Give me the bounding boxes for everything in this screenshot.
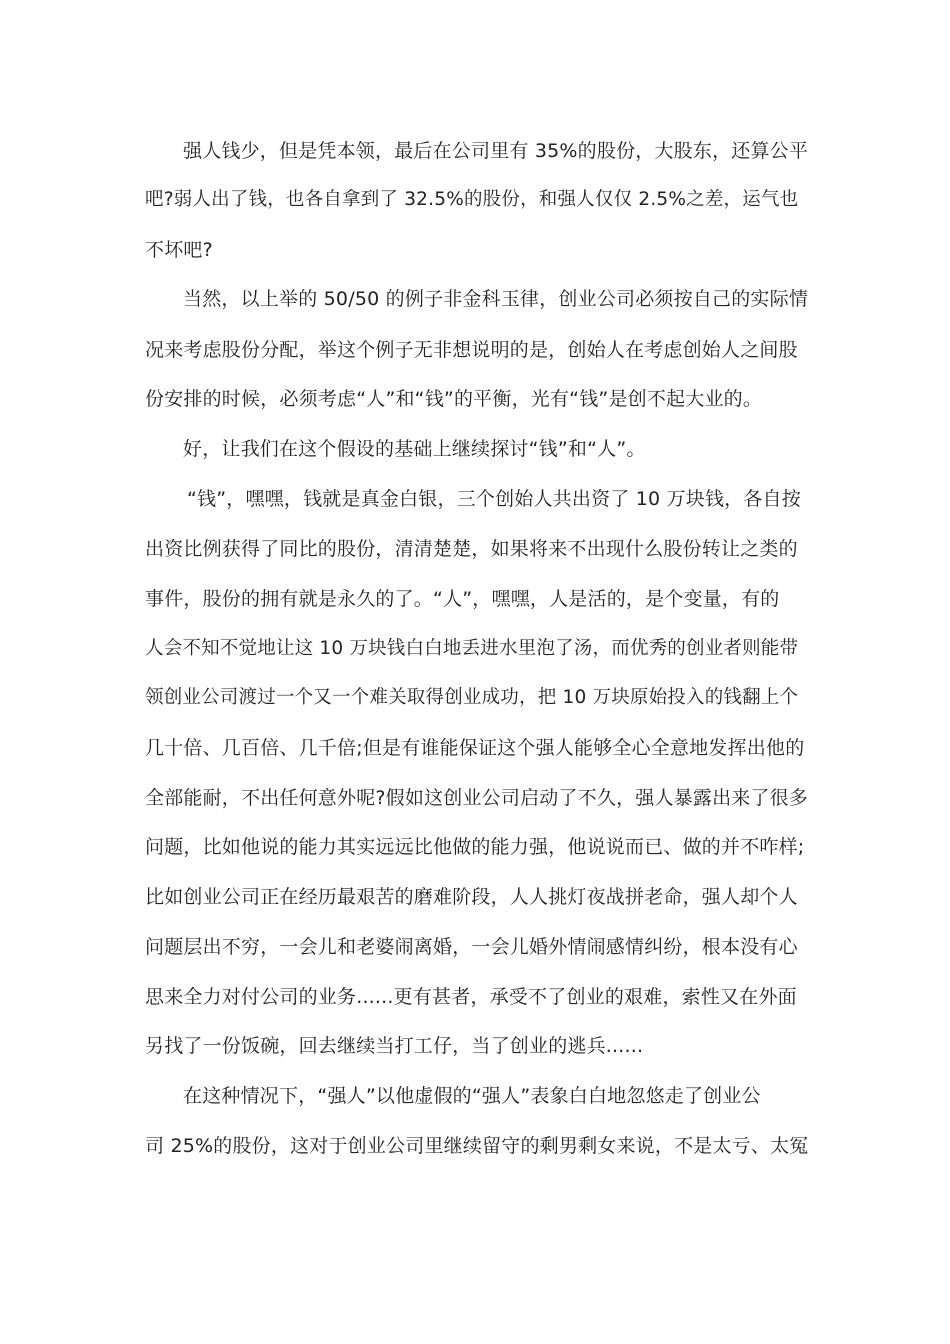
paragraph-line: 思来全力对付公司的业务......更有甚者，承受不了创业的艰难，索性又在外面 xyxy=(145,986,797,1008)
paragraph-line: 强人钱少，但是凭本领，最后在公司里有 35%的股份，大股东，还算公平 xyxy=(183,140,809,162)
paragraph-line: 另找了一份饭碗，回去继续当打工仔，当了创业的逃兵...... xyxy=(145,1035,644,1057)
paragraph-line: 份安排的时候，必须考虑“人”和“钱”的平衡，光有“钱”是创不起大业的。 xyxy=(145,388,763,410)
paragraph-line: 事件，股份的拥有就是永久的了。“人”，嘿嘿，人是活的，是个变量，有的 xyxy=(145,588,780,610)
paragraph-line: 好，让我们在这个假设的基础上继续探讨“钱”和“人”。 xyxy=(183,438,646,460)
paragraph-line: 司 25%的股份，这对于创业公司里继续留守的剩男剩女来说，不是太亏、太冤 xyxy=(145,1135,809,1157)
paragraph-line: 当然，以上举的 50/50 的例子非金科玉律，创业公司必须按自己的实际情 xyxy=(183,288,809,310)
paragraph-line: 问题，比如他说的能力其实远远比他做的能力强，他说说而已、做的并不咋样; xyxy=(145,836,805,858)
paragraph-line: “钱”，嘿嘿，钱就是真金白银，三个创始人共出资了 10 万块钱，各自按 xyxy=(187,488,801,510)
paragraph-line: 领创业公司渡过一个又一个难关取得创业成功，把 10 万块原始投入的钱翻上个 xyxy=(145,687,799,708)
paragraph-line: 况来考虑股份分配，举这个例子无非想说明的是，创始人在考虑创始人之间股 xyxy=(145,339,798,361)
paragraph-line: 在这种情况下，“强人”以他虚假的“强人”表象白白地忽悠走了创业公 xyxy=(183,1085,761,1107)
paragraph-line: 人会不知不觉地让这 10 万块钱白白地丢进水里泡了汤，而优秀的创业者则能带 xyxy=(145,638,799,659)
paragraph-line: 比如创业公司正在经历最艰苦的磨难阶段，人人挑灯夜战拼老命，强人却个人 xyxy=(145,886,798,908)
paragraph-line: 几十倍、几百倍、几千倍;但是有谁能保证这个强人能够全心全意地发挥出他的 xyxy=(145,737,805,759)
paragraph-line: 吧?弱人出了钱，也各自拿到了 32.5%的股份，和强人仅仅 2.5%之差，运气也 xyxy=(145,189,799,210)
paragraph-line: 出资比例获得了同比的股份，清清楚楚，如果将来不出现什么股份转让之类的 xyxy=(145,538,798,560)
paragraph-line: 问题层出不穷，一会儿和老婆闹离婚，一会儿婚外情闹感情纠纷，根本没有心 xyxy=(145,936,798,958)
paragraph-line: 全部能耐，不出任何意外呢?假如这创业公司启动了不久，强人暴露出来了很多 xyxy=(145,787,809,809)
paragraph-line: 不坏吧? xyxy=(145,239,213,261)
